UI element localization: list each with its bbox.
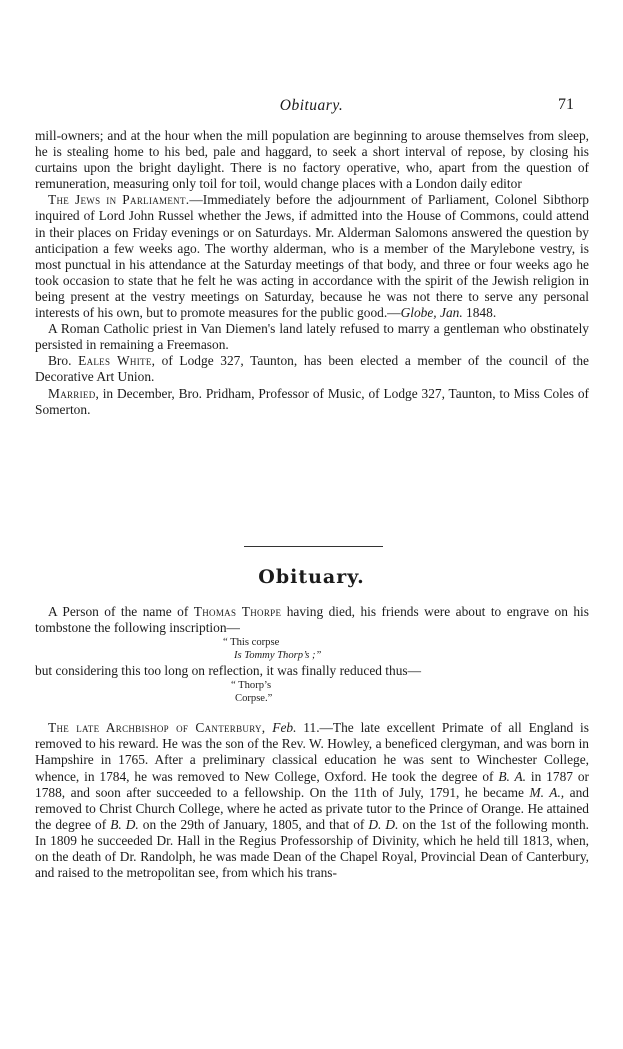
archbishop-text-c: and removed to Christ Church College, where he acted as private tutor to the Prince of Orange. He attained the degree of — [35, 784, 589, 832]
paragraph-thomas-thorpe — [35, 604, 589, 636]
degree-dd: D. D. — [368, 816, 399, 832]
paragraph-married — [35, 386, 589, 418]
page-number: 71 — [558, 96, 574, 113]
spacer — [35, 706, 589, 720]
inscription-first-line-1: “ This corpse — [223, 637, 280, 649]
archbishop-text-a: 11.—The late excellent Primate of all England is removed to his reward. He was the son of the Rev. W. Howley, a beneficed clergyman, and was born in Hampshire in 1765. After a preliminary classical education he was sent to Winchester College, whence, in 1784, he was removed to New College, Oxford. He took the degree of — [35, 720, 589, 784]
inscription-second-line-2: Corpse.” — [235, 693, 273, 705]
degree-bd: B. D. — [110, 816, 139, 832]
archbishop-text-d: on the 29th of January, 1805, and that of — [138, 816, 369, 832]
paragraph-lead-archbishop: The late Archbishop of Canterbury, — [48, 720, 266, 736]
paragraph-lead-jews-in-parliament: The Jews in Parliament. — [48, 192, 190, 208]
news-items — [35, 128, 589, 418]
paragraph-archbishop-canterbury — [35, 720, 589, 881]
archbishop-text-b: in 1787 or 1788, and soon after succeeded to a fellowship. On the 11th of July, 1791, he became — [35, 768, 589, 800]
person-name-thomas-thorpe: Thomas Thorpe — [193, 604, 282, 619]
source-year: 1848. — [462, 305, 497, 321]
paragraph-eales-white — [35, 353, 589, 385]
inscription-first-line-2: Is Tommy Thorp’s ;” — [234, 650, 322, 662]
running-title: Obituary. — [279, 97, 344, 114]
paragraph-body-married: , in December, Bro. Pridham, Professor of Music, of Lodge 327, Taunton, to Miss Coles of Somerton. — [35, 385, 589, 417]
paragraph-jews-in-parliament — [35, 192, 589, 321]
paragraph-lead-married: Married — [48, 385, 96, 401]
paragraph-mill-owners: mill-owners; and at the hour when the mill population are beginning to arouse themselves from sleep, he is stealing home to his bed, pale and haggard, to seek a short interval of repose, by closing his curtains upon the bright daylight. There is no factory operative, who, apart from the question of remuneration, measuring only toil for toil, would change places with a London daily editor — [35, 128, 589, 192]
source-citation: Globe, Jan. — [400, 305, 463, 321]
person-name-eales-white: Eales White — [78, 353, 152, 369]
paragraph-thorpe-prefix: A Person of the name of — [48, 604, 194, 619]
archbishop-text-e: on the 1st of the following month. In 1809 he succeeded Dr. Hall in the Regius Professorship of Divinity, which he held till 1813, when, on the death of Dr. Randolph, he was made Dean of the Chapel Royal, Provincial Dean of Canterbury, and raised to the metropolitan see, from which his trans- — [35, 816, 589, 881]
date-month: Feb. — [272, 720, 297, 736]
paragraph-eales-white-body: , of Lodge 327, Taunton, has been elected a member of the council of the Decorative Art Union. — [35, 353, 590, 385]
obituary-section — [35, 604, 589, 881]
paragraph-reflection: but considering this too long on reflection, it was finally reduced thus— — [35, 663, 422, 679]
paragraph-eales-white-prefix: Bro. — [48, 353, 79, 369]
degree-ba: B. A. — [498, 768, 527, 784]
degree-ma: M. A., — [529, 784, 565, 800]
section-divider — [244, 546, 383, 547]
paragraph-roman-catholic-priest: A Roman Catholic priest in Van Diemen's land lately refused to marry a gentleman who obstinately persisted in remaining a Freemason. — [35, 321, 589, 353]
paragraph-thorpe-body: having died, his friends were about to engrave on his tombstone the following inscription— — [35, 604, 589, 636]
paragraph-body-jews-in-parliament: —Immediately before the adjournment of Parliament, Colonel Sibthorp inquired of Lord John Russel whether the Jews, if admitted into the House of Commons, could attend in their places on Friday evenings or on Saturdays. Mr. Alderman Salomons answered the question by anticipation a few weeks ago. The worthy alderman, who is a member of the Marylebone vestry, is most punctual in his attendance at the Saturday meetings of that body, and three or four weeks ago he took occasion to state that he felt he was acting in accordance with the spirit of the Jewish religion in being present at the vestry meetings on Saturday, because he was not there to serve any personal interests of his own, but to promote measures for the public good.— — [35, 192, 589, 321]
page-header — [0, 97, 623, 119]
section-heading-obituary: Obituary. — [258, 566, 365, 588]
inscription-second-line-1: “ Thorp’s — [231, 680, 272, 692]
